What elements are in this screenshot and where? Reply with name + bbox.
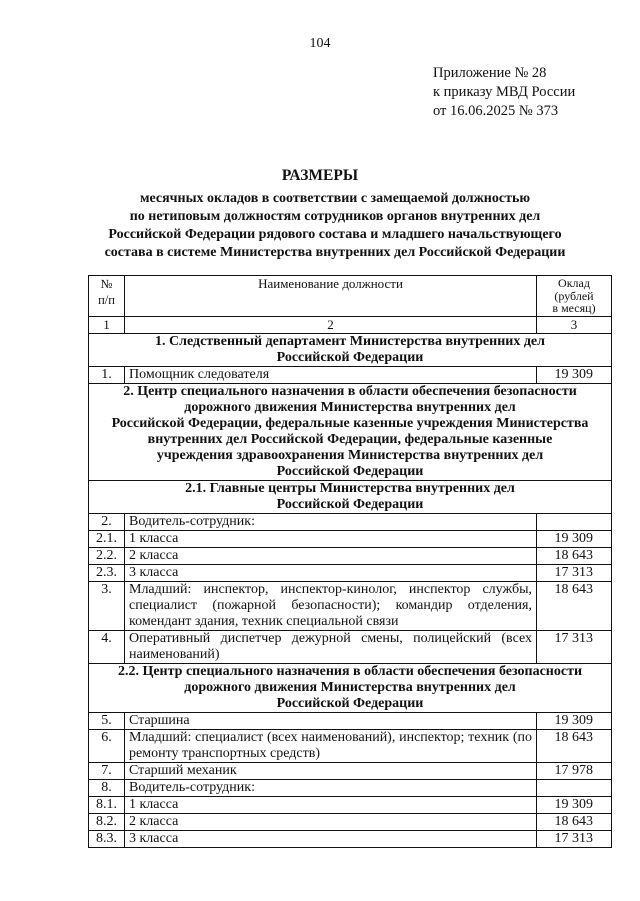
salary-value: 17 313 bbox=[537, 565, 612, 582]
salary-value: 19 309 bbox=[537, 531, 612, 548]
appendix-line: к приказу МВД России bbox=[433, 84, 576, 100]
subtitle-line: состава в системе Министерства внутренних дел Российской Федерации bbox=[104, 245, 566, 260]
salary-value: 18 643 bbox=[537, 730, 612, 763]
text-line: учреждения здравоохранения Министерства внутренних дел bbox=[156, 448, 544, 463]
row-number: 8.3. bbox=[89, 831, 125, 848]
page-number: 104 bbox=[309, 36, 331, 51]
table-row bbox=[89, 831, 612, 848]
position-name: Старший механик bbox=[125, 763, 537, 780]
table-row bbox=[89, 565, 612, 582]
subtitle-line: по нетиповым должностям сотрудников органов внутренних дел bbox=[129, 209, 541, 224]
text-line: (рублей bbox=[554, 288, 594, 303]
column-index-row bbox=[89, 317, 612, 334]
row-number: 2.1. bbox=[89, 531, 125, 548]
table-row bbox=[89, 514, 612, 531]
text-line: 1. Следственный департамент Министерства внутренних дел bbox=[155, 334, 545, 349]
table-row bbox=[89, 631, 612, 664]
table-row bbox=[89, 730, 612, 763]
salary-value: 17 313 bbox=[537, 831, 612, 848]
header-name: Наименование должности bbox=[125, 276, 537, 317]
row-number: 8. bbox=[89, 780, 125, 797]
text-line: 2. Центр специального назначения в области обеспечения безопасности bbox=[123, 384, 577, 399]
position-name: 2 класса bbox=[125, 548, 537, 565]
table-header-row bbox=[89, 276, 612, 317]
section-heading bbox=[89, 384, 612, 481]
subtitle-line: месячных окладов в соответствии с замещаемой должностью bbox=[139, 191, 531, 206]
text-line: дорожного движения Министерства внутренних дел bbox=[184, 400, 516, 415]
table-row bbox=[89, 548, 612, 565]
index-cell: 1 bbox=[89, 317, 125, 334]
subsection-heading bbox=[89, 664, 612, 713]
text-line: 2.2. Центр специального назначения в области обеспечения безопасности bbox=[117, 664, 583, 679]
text-line: Оклад bbox=[558, 276, 590, 290]
salary-value: 18 643 bbox=[537, 814, 612, 831]
position-name: 1 класса bbox=[125, 797, 537, 814]
text-line: п/п bbox=[98, 293, 115, 307]
header-num bbox=[89, 276, 125, 317]
text-line: в месяц) bbox=[552, 301, 596, 315]
row-number: 7. bbox=[89, 763, 125, 780]
position-name: 3 класса bbox=[125, 831, 537, 848]
document-title: РАЗМЕРЫ bbox=[281, 167, 359, 184]
salary-value: 18 643 bbox=[537, 548, 612, 565]
table-row bbox=[89, 780, 612, 797]
table-row bbox=[89, 367, 612, 384]
table-row bbox=[89, 582, 612, 631]
salary-value bbox=[537, 780, 612, 797]
salary-value: 19 309 bbox=[537, 367, 612, 384]
header-salary bbox=[537, 276, 612, 317]
position-name: 3 класса bbox=[125, 565, 537, 582]
subsection-heading bbox=[89, 481, 612, 514]
position-name: Младший: инспектор, инспектор-кинолог, инспектор службы, специалист (пожарной безопасности); командир отделения, комендант здания, техник специальной связи bbox=[125, 582, 537, 631]
position-name: 2 класса bbox=[125, 814, 537, 831]
table-row bbox=[89, 797, 612, 814]
row-number: 2.3. bbox=[89, 565, 125, 582]
row-number: 6. bbox=[89, 730, 125, 763]
row-number: 2.2. bbox=[89, 548, 125, 565]
salary-value: 17 313 bbox=[537, 631, 612, 664]
text-line: 2.1. Главные центры Министерства внутренних дел bbox=[185, 481, 515, 496]
position-name: 1 класса bbox=[125, 531, 537, 548]
text-line: № bbox=[100, 277, 113, 291]
table-row bbox=[89, 814, 612, 831]
row-number: 1. bbox=[89, 367, 125, 384]
position-name: Помощник следователя bbox=[125, 367, 537, 384]
salary-value: 18 643 bbox=[537, 582, 612, 631]
row-number: 8.1. bbox=[89, 797, 125, 814]
table-row bbox=[89, 531, 612, 548]
text-line: Российской Федерации bbox=[276, 497, 424, 512]
subtitle-line: Российской Федерации рядового состава и младшего начальствующего bbox=[108, 227, 562, 242]
table-row bbox=[89, 763, 612, 780]
position-name: Старшина bbox=[125, 713, 537, 730]
text-line: дорожного движения Министерства внутренних дел bbox=[184, 680, 516, 695]
text-line: Российской Федерации, федеральные казенные учреждения Министерства bbox=[111, 416, 589, 431]
salary-value: 19 309 bbox=[537, 797, 612, 814]
position-name: Оперативный диспетчер дежурной смены, полицейский (всех наименований) bbox=[125, 631, 537, 664]
text-line: Российской Федерации bbox=[276, 464, 424, 479]
row-number: 5. bbox=[89, 713, 125, 730]
index-cell: 3 bbox=[537, 317, 612, 334]
table-row bbox=[89, 713, 612, 730]
text-line: Российской Федерации bbox=[276, 696, 424, 711]
salary-value: 17 978 bbox=[537, 763, 612, 780]
appendix-line: Приложение № 28 bbox=[433, 65, 547, 81]
document-subtitle bbox=[70, 190, 600, 262]
row-number: 3. bbox=[89, 582, 125, 631]
row-number: 2. bbox=[89, 514, 125, 531]
salary-value: 19 309 bbox=[537, 713, 612, 730]
position-name: Водитель-сотрудник: bbox=[125, 780, 537, 797]
index-cell: 2 bbox=[125, 317, 537, 334]
text-line: внутренних дел Российской Федерации, федеральные казенные bbox=[147, 432, 553, 447]
row-number: 4. bbox=[89, 631, 125, 664]
position-name: Водитель-сотрудник: bbox=[125, 514, 537, 531]
row-number: 8.2. bbox=[89, 814, 125, 831]
text-line: Российской Федерации bbox=[276, 350, 424, 365]
section-heading bbox=[89, 334, 612, 367]
salary-value bbox=[537, 514, 612, 531]
position-name: Младший: специалист (всех наименований), инспектор; техник (по ремонту транспортных средств) bbox=[125, 730, 537, 763]
salary-table bbox=[88, 275, 612, 848]
appendix-reference bbox=[433, 64, 575, 121]
appendix-line: от 16.06.2025 № 373 bbox=[433, 103, 559, 119]
